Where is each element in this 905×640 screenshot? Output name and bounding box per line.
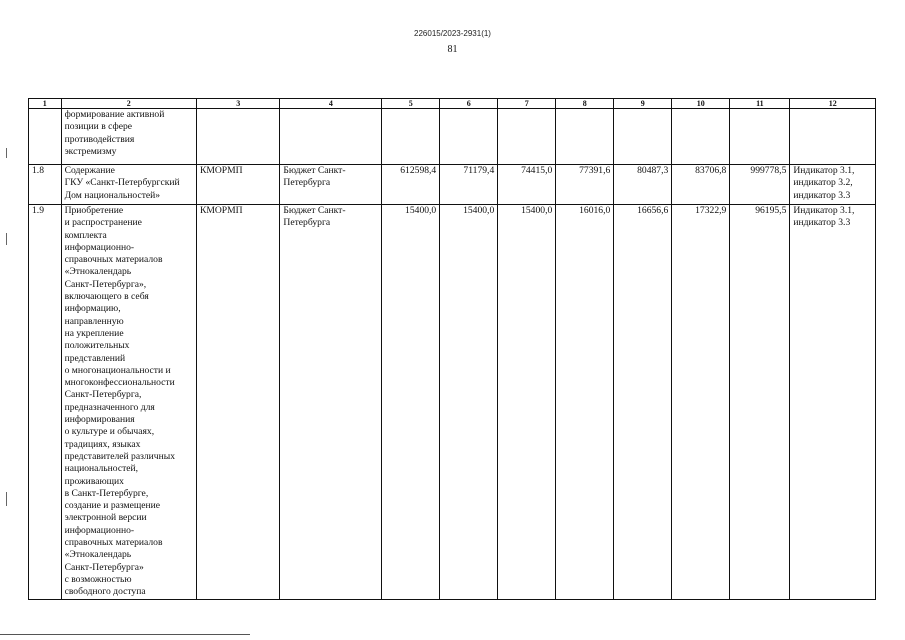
value-cell [556,109,614,165]
value-cell: 71179,4 [440,165,498,205]
value-cell [730,109,790,165]
funding-source-cell: Бюджет Санкт-Петербурга [280,165,382,205]
description-cell [61,109,196,165]
description-cell [61,165,196,205]
value-cell [440,109,498,165]
value-cell [614,109,672,165]
funding-source-cell: Бюджет Санкт-Петербурга [280,205,382,600]
description-line: свободного доступа [64,586,146,598]
description-line: Дом национальностей» [64,189,161,201]
value-cell: 999778,5 [730,165,790,205]
indicator-line: Индикатор 3.1, [793,205,855,216]
value-cell: 16656,6 [614,205,672,600]
description-line: о культуре и обычаях, [64,426,155,438]
column-header: 4 [280,99,382,109]
table-row [29,205,876,600]
description-line: представлений [64,352,126,364]
executor-cell [196,109,279,165]
value-cell [498,109,556,165]
description-line: справочных материалов [64,537,163,549]
row-number-cell [29,109,62,165]
margin-mark [6,233,7,245]
column-number-row [29,99,876,109]
description-line: противодействия [64,133,135,145]
description-line: информирования [64,414,135,426]
description-line: информационно- [64,524,135,536]
table-row [29,165,876,205]
column-header: 5 [382,99,440,109]
indicator-line: Индикатор 3.1, [793,165,855,176]
funding-source-cell [280,109,382,165]
indicator-line: индикатор 3.2, [793,177,853,189]
description-line: электронной версии [64,512,147,524]
value-cell: 96195,5 [730,205,790,600]
description-line: национальностей, [64,463,139,475]
column-header: 1 [29,99,62,109]
description-line: Содержание [64,165,115,176]
row-number-cell: 1.9 [29,205,62,600]
value-cell: 83706,8 [672,165,730,205]
description-line: и распространение [64,217,142,229]
description-line: Приобретение [64,205,124,216]
column-header: 7 [498,99,556,109]
description-line: традициях, языках [64,438,141,450]
description-line: направленную [64,315,124,327]
column-header: 12 [790,99,876,109]
value-cell: 15400,0 [440,205,498,600]
executor-cell: КМОРМП [196,165,279,205]
column-header: 6 [440,99,498,109]
description-line: на укрепление [64,327,124,339]
description-line: «Этнокалендарь [64,549,132,561]
column-header: 3 [196,99,279,109]
column-header: 2 [61,99,196,109]
indicator-cell [790,109,876,165]
value-cell: 16016,0 [556,205,614,600]
description-line: проживающих [64,475,124,487]
margin-mark [6,492,7,506]
footer-rule [0,634,250,635]
indicator-line: индикатор 3.3 [793,189,851,201]
description-line: в Санкт-Петербурге, [64,487,149,499]
column-header: 11 [730,99,790,109]
description-line: ГКУ «Санкт-Петербургский [64,177,180,189]
margin-mark [6,148,7,158]
description-line: формирование активной [64,109,165,120]
indicator-cell [790,205,876,600]
value-cell [672,109,730,165]
description-line: Санкт-Петербурга», [64,278,147,290]
executor-cell: КМОРМП [196,205,279,600]
value-cell: 80487,3 [614,165,672,205]
value-cell: 15400,0 [498,205,556,600]
page-number: 81 [447,44,458,55]
description-line: «Этнокалендарь [64,266,132,278]
description-line: информационно- [64,241,135,253]
column-header: 8 [556,99,614,109]
row-number-cell: 1.8 [29,165,62,205]
description-line: включающего в себя [64,291,149,303]
description-line: многоконфессиональности [64,377,175,389]
description-line: информацию, [64,303,121,315]
program-table [28,98,876,600]
value-cell [382,109,440,165]
description-line: создание и размещение [64,500,161,512]
indicator-line: индикатор 3.3 [793,217,851,229]
value-cell: 17322,9 [672,205,730,600]
value-cell: 74415,0 [498,165,556,205]
description-line: Санкт-Петербурга» [64,561,144,573]
description-line: комплекта [64,229,107,241]
value-cell: 15400,0 [382,205,440,600]
table-row [29,109,876,165]
column-header: 10 [672,99,730,109]
description-line: предназначенного для [64,401,155,413]
description-line: экстремизму [64,145,117,157]
indicator-cell [790,165,876,205]
description-line: о многонациональности и [64,364,171,376]
description-line: Санкт-Петербурга, [64,389,142,401]
value-cell: 612598,4 [382,165,440,205]
description-line: положительных [64,340,130,352]
description-line: справочных материалов [64,254,163,266]
value-cell: 77391,6 [556,165,614,205]
document-id: 226015/2023-2931(1) [414,29,491,38]
column-header: 9 [614,99,672,109]
description-line: представителей различных [64,450,175,462]
description-cell [61,205,196,600]
description-line: позиции в сфере [64,121,133,133]
description-line: с возможностью [64,573,132,585]
